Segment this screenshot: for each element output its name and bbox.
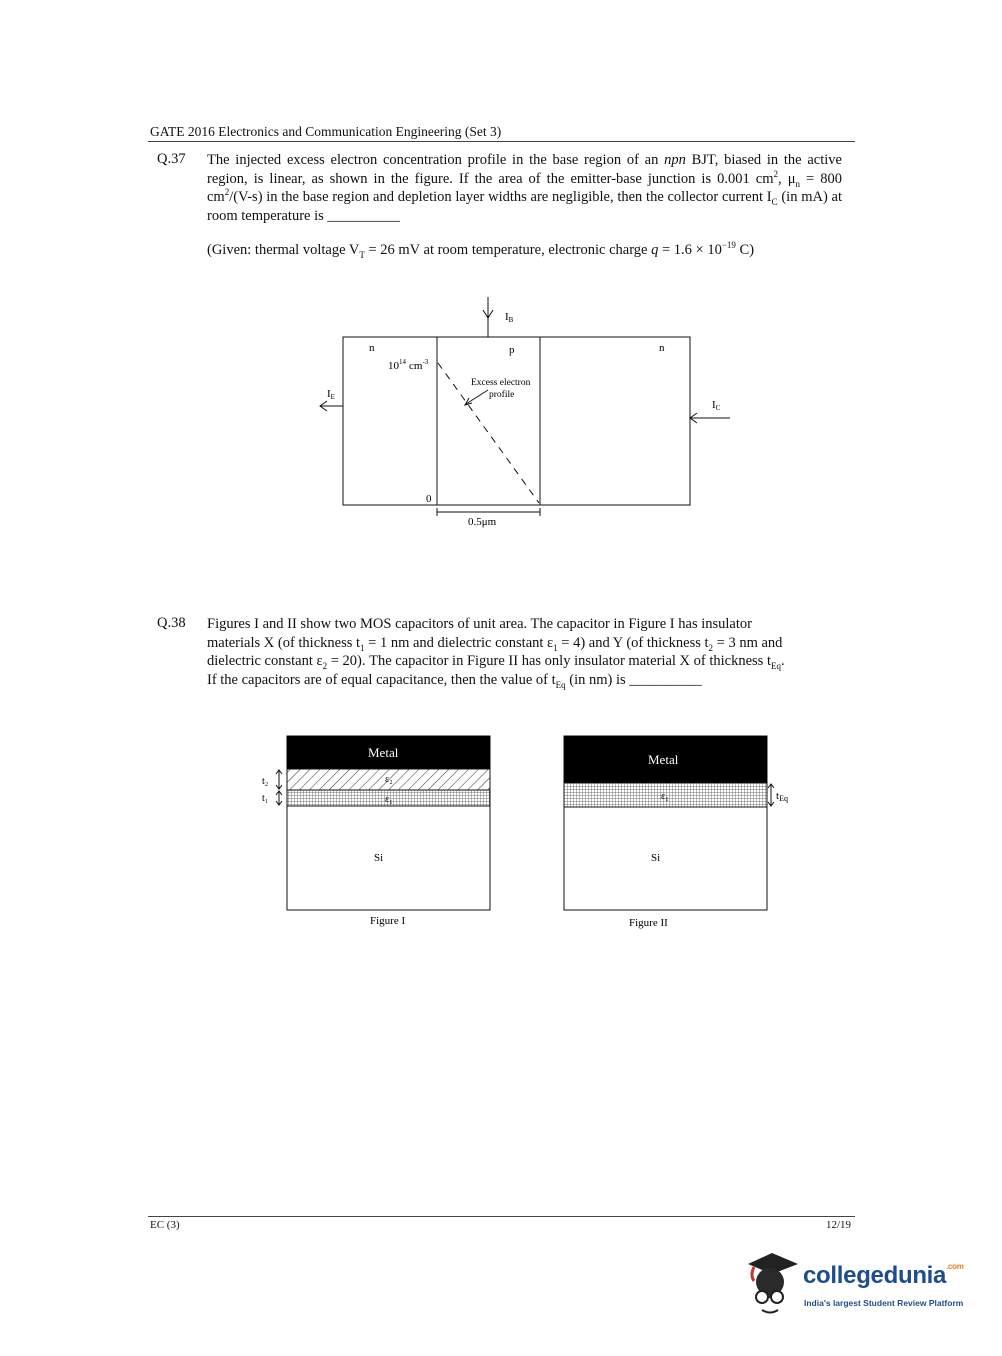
given-d: C): [735, 242, 755, 258]
q37-text-f: (in mA) at room temperature is __________: [207, 189, 842, 224]
fig2-eps1-label: ε₁: [661, 791, 669, 802]
footer-divider: [148, 1216, 855, 1217]
given-sup: −19: [721, 240, 736, 251]
profile-label-1: Excess electron: [471, 378, 531, 388]
fig1-eps1-label: ε₁: [385, 794, 393, 805]
q37-sub-c: C: [771, 196, 778, 207]
fig1-eps2-label: ε₂: [385, 774, 393, 785]
fig1-t1-label: t₁: [262, 793, 269, 804]
q38-line2: materials X (of thickness $t_1 = 1$ nm and dielectric constant $\varepsilon_1 = 4$) and Y (of thickness $t_2 = 3$ nm and: [207, 634, 783, 653]
base-width-label: 0.5μm: [468, 516, 497, 528]
ie-label: IE: [327, 388, 335, 401]
fig2-caption: Figure II: [629, 917, 668, 929]
fig1-si-label: Si: [374, 852, 384, 864]
q38-line1: Figures I and II show two MOS capacitors of unit area. The capacitor in Figure I has insulator: [207, 616, 752, 632]
fig2-si-label: Si: [651, 852, 661, 864]
given-b: = 26 mV at room temperature, electronic charge: [364, 242, 652, 258]
fig2-teq-label: tEq: [776, 790, 788, 803]
page-header-title: GATE 2016 Electronics and Communication Engineering (Set 3): [150, 124, 502, 139]
figure-1: [276, 736, 490, 910]
footer-page-number: 12/19: [826, 1219, 852, 1231]
fig1-metal-label: Metal: [368, 745, 399, 760]
q38-line4: If the capacitors are of equal capacitance, then the value of $t_{Eq}$ (in nm) is __________: [207, 671, 702, 690]
ib-label: IB: [505, 311, 514, 324]
given-a: (Given: thermal voltage V: [207, 242, 360, 258]
q37-text-b: BJT, biased in the active region, is linear, as shown in the figure. If the area of the emitter-base junction is 0.001 cm: [207, 152, 842, 187]
concentration-label: $10^{14}$ $cm^{-3}$: [388, 358, 429, 372]
origin-zero: 0: [426, 493, 432, 505]
region-n-right: n: [659, 342, 665, 354]
profile-label-2: profile: [489, 390, 515, 400]
footer-paper-code: EC (3): [150, 1219, 180, 1231]
q37-text-c: , μ: [778, 170, 796, 187]
q37-sup-b: 2: [224, 187, 230, 198]
q37-text-a: The injected excess electron concentration profile in the base region of an: [207, 152, 665, 168]
given-c: = 1.6 × 10: [658, 242, 722, 258]
q37-text-d: = 800 cm: [207, 170, 842, 205]
collegedunia-tagline: India's largest Student Review Platform: [804, 1298, 964, 1308]
q37-text-e: /(V-s) in the base region and depletion layer widths are negligible, then the collector current I: [229, 189, 772, 205]
fig1-t2-label: t₂: [262, 776, 269, 787]
fig2-metal-label: Metal: [648, 752, 679, 767]
q37-sup: 2: [773, 168, 779, 179]
q37-number: Q.37: [157, 151, 186, 167]
given-q: q: [651, 242, 659, 258]
q37-sub-n: n: [795, 178, 800, 189]
region-n-left: n: [369, 342, 375, 354]
region-p: p: [509, 344, 515, 356]
q38-number: Q.38: [157, 615, 186, 631]
q38-line3: dielectric constant $\varepsilon_2 = 20$). The capacitor in Figure II has only insulator material X of thickness $t_{Eq}$.: [207, 653, 785, 671]
given-sub-t: T: [359, 249, 365, 260]
ic-label: IC: [712, 399, 721, 412]
fig1-caption: Figure I: [370, 915, 406, 927]
q37-npn: npn: [664, 152, 686, 168]
collegedunia-logo-text: collegedunia$^{.com}$: [803, 1262, 964, 1289]
collegedunia-mascot-icon: [742, 1250, 804, 1320]
